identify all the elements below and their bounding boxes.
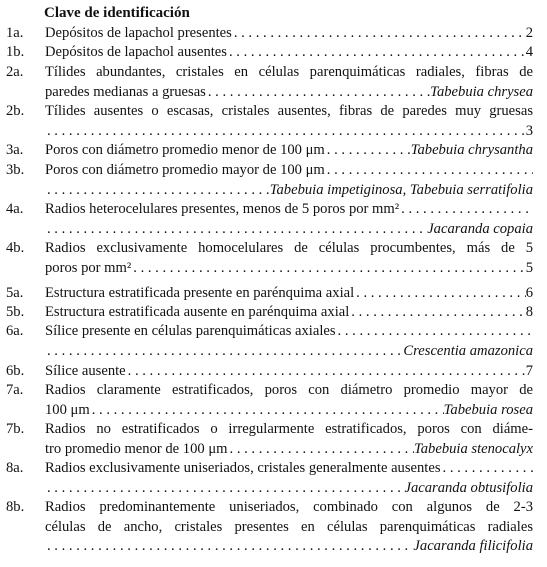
key-7a-label: 7a. xyxy=(6,382,24,398)
key-7b-text-2: tro promedio menor de 100 μm xyxy=(45,440,228,457)
key-6b-target: 7 xyxy=(525,363,533,379)
key-4a-label: 4a. xyxy=(6,201,24,217)
key-1a-text: Depósitos de lapachol presentes xyxy=(45,25,232,41)
key-7a-entry xyxy=(45,381,533,420)
key-8a-entry xyxy=(45,459,533,498)
key-2a-text-1: Tílides abundantes, cristales en células parenquimáticas radiales, fibras de xyxy=(45,64,533,80)
key-5a-target: 6 xyxy=(525,285,533,301)
key-8a-label: 8a. xyxy=(6,460,24,476)
key-5b-label: 5b. xyxy=(6,304,25,320)
key-1b-target: 4 xyxy=(525,44,533,60)
key-8b-entry xyxy=(45,498,533,557)
key-2b-text-1: Tílides ausentes o escasas, cristales ausentes, fibras de paredes muy gruesas xyxy=(45,103,533,119)
page-title: Clave de identificación xyxy=(44,5,190,21)
key-3a-target: Tabebuia chrysantha xyxy=(410,142,533,158)
key-4b-label: 4b. xyxy=(6,240,25,256)
key-5b-text: Estructura estratificada ausente en parénquima axial xyxy=(45,304,350,320)
key-5a-label: 5a. xyxy=(6,285,24,301)
key-6a-label: 6a. xyxy=(6,323,24,339)
key-7b-text-1: Radios no estratificados o irregularmente estratificados, poros con diáme- xyxy=(45,421,533,437)
key-1b-label: 1b. xyxy=(6,44,25,60)
key-2a-label: 2a. xyxy=(6,64,24,80)
key-4b-entry xyxy=(45,239,533,278)
key-5a-text: Estructura estratificada presente en parénquima axial xyxy=(45,285,355,301)
key-7a-target: Tabebuia rosea xyxy=(443,401,533,418)
key-2a-entry xyxy=(45,63,533,102)
key-6a-text: Sílice presente en células parenquimáticas axiales xyxy=(45,323,336,339)
key-3b-label: 3b. xyxy=(6,162,25,178)
key-7a-text-2: 100 μm xyxy=(45,401,90,418)
key-4b-target: 5 xyxy=(525,259,533,276)
key-1b-entry xyxy=(45,43,533,63)
key-3a-entry xyxy=(45,141,533,161)
key-5b-target: 8 xyxy=(525,304,533,320)
key-8a-text: Radios exclusivamente uniseriados, cristales generalmente ausentes xyxy=(45,460,441,476)
key-5a-entry xyxy=(45,284,533,304)
key-8b-text-2: células de ancho, cristales presentes en células parenquimáticas radiales xyxy=(45,518,533,535)
key-4b-text-1: Radios exclusivamente homocelulares de células procumbentes, más de 5 xyxy=(45,240,533,256)
key-5b-entry xyxy=(45,303,533,323)
key-6b-entry xyxy=(45,362,533,382)
key-8b-target: Jacaranda filicifolia xyxy=(413,538,533,554)
key-6a-target: Crescentia amazonica xyxy=(403,342,533,359)
key-3b-target: Tabebuia impetiginosa, Tabebuia serratifolia xyxy=(269,181,533,198)
key-3b-text: Poros con diámetro promedio mayor de 100 μm xyxy=(45,162,325,178)
key-6b-label: 6b. xyxy=(6,363,25,379)
key-4a-entry xyxy=(45,200,533,239)
key-7b-target: Tabebuia stenocalyx xyxy=(413,440,533,457)
key-8b-label: 8b. xyxy=(6,499,25,515)
key-8b-text-1: Radios predominantemente uniseriados, combinado con algunos de 2-3 xyxy=(45,499,533,515)
key-2a-text-2: paredes medianas a gruesas xyxy=(45,83,206,100)
key-1a-entry xyxy=(45,24,533,44)
key-3a-label: 3a. xyxy=(6,142,24,158)
key-4b-text-2: poros por mm² xyxy=(45,259,132,276)
key-7b-entry xyxy=(45,420,533,459)
key-2b-entry xyxy=(45,102,533,141)
key-3b-entry xyxy=(45,161,533,200)
key-6b-text: Sílice ausente xyxy=(45,363,126,379)
key-2b-label: 2b. xyxy=(6,103,25,119)
key-1a-target: 2 xyxy=(525,25,533,41)
key-6a-entry xyxy=(45,322,533,361)
key-8a-target: Jacaranda obtusifolia xyxy=(404,479,533,496)
key-4a-target: Jacaranda copaia xyxy=(427,220,533,237)
key-7a-text-1: Radios claramente estratificados, poros con diámetro promedio mayor de xyxy=(45,382,533,398)
key-1b-text: Depósitos de lapachol ausentes xyxy=(45,44,227,60)
key-7b-label: 7b. xyxy=(6,421,25,437)
key-2a-target: Tabebuia chrysea xyxy=(430,83,533,100)
key-1a-label: 1a. xyxy=(6,25,24,41)
key-3a-text: Poros con diámetro promedio menor de 100 μm xyxy=(45,142,325,158)
key-4a-text: Radios heterocelulares presentes, menos de 5 poros por mm² xyxy=(45,201,400,217)
key-2b-target: 3 xyxy=(525,122,533,139)
